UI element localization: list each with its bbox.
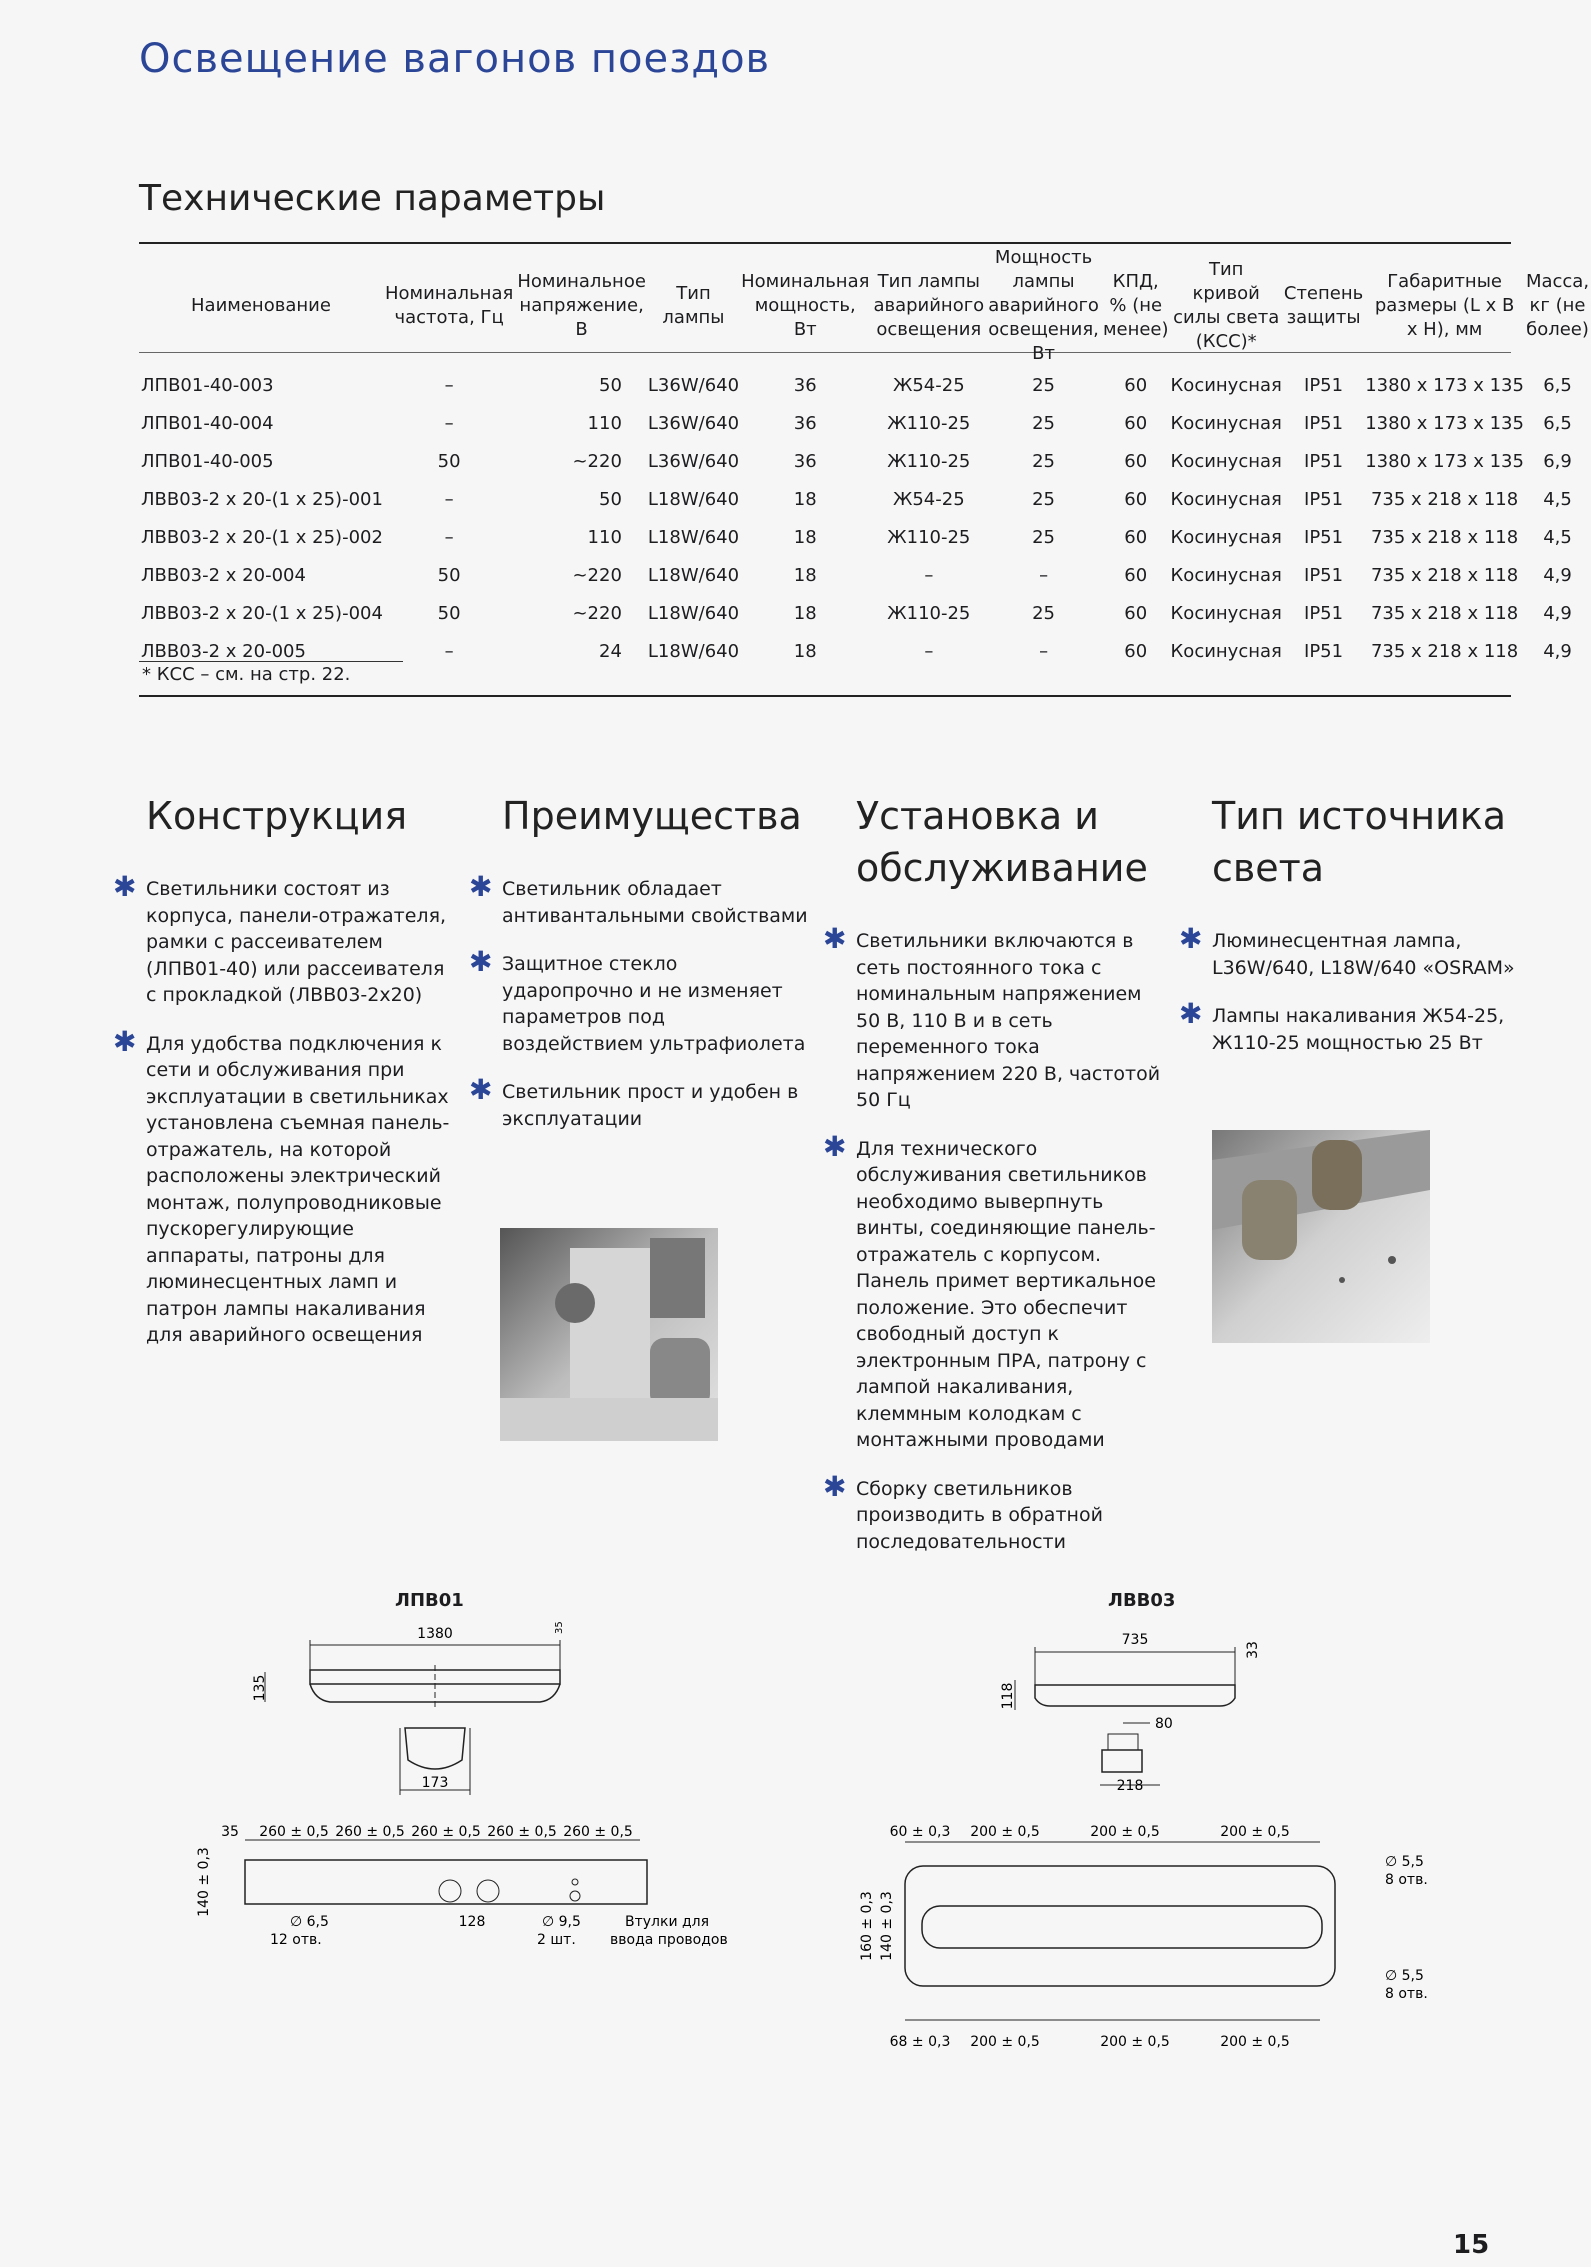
list-item: ✱ Для удобства подключения к сети и обслуживания при эксплуатации в светильниках установлена съемная панель-отражатель, на которой расположены электрический монтаж, полупроводниковые пускорегулирующие аппараты, патроны для люминесцентных ламп и патрон лампы накаливания для аварийного освещения <box>113 1024 450 1346</box>
table-header-row <box>139 246 1591 366</box>
list-item: ✱ Для технического обслуживания светильников необходимо выверпнуть винты, соединяющие панель-отражатель с корпусом. Панель примет вертикальное положение. Это обеспечит свободный доступ к электронным ПРА, патрону с лампой накаливания, клеммным колодкам с монтажными проводами <box>823 1129 1156 1451</box>
table-cell: ЛВВ03-2 x 20-(1 x 25)-001 <box>141 488 383 510</box>
section-title: Технические параметры <box>139 178 606 219</box>
asterisk-icon: ✱ <box>469 1073 493 1106</box>
table-cell: ~220 <box>572 564 622 586</box>
table-cell: 18 <box>793 564 817 586</box>
dim-width: 218 <box>1116 1778 1144 1794</box>
asterisk-icon: ✱ <box>469 870 493 903</box>
dim-offset: 35 <box>221 1824 239 1840</box>
drawing-title: ЛПВ01 <box>395 1590 464 1611</box>
table-row <box>139 632 1591 670</box>
column-title: Конструкция <box>146 794 408 838</box>
table-cell: 735 x 218 x 118 <box>1370 488 1519 510</box>
list-item: ✱ Светильник обладает антивантальными свойствами <box>469 870 808 927</box>
table-cell: L18W/640 <box>647 526 740 548</box>
table-cell: L18W/640 <box>647 640 740 662</box>
table-cell: 735 x 218 x 118 <box>1370 640 1519 662</box>
table-header-cell: Масса, кг (не более) <box>1525 271 1590 340</box>
table-cell: 4,9 <box>1543 564 1572 586</box>
table-footnote: * КСС – см. на стр. 22. <box>142 664 351 685</box>
table-cell: ~220 <box>572 450 622 472</box>
dim-spacing: 200 ± 0,5 <box>1220 2034 1290 2050</box>
column-title: Установка и обслуживание <box>856 794 1148 890</box>
table-cell: IP51 <box>1304 602 1344 624</box>
table-cell: 36 <box>793 412 817 434</box>
table-header-cell: Степень защиты <box>1283 283 1364 328</box>
table-header-cell: Тип лампы <box>662 283 725 328</box>
list-item: ✱ Защитное стекло ударопрочно и не изменяет параметров под воздействием ультрафиолета <box>469 945 806 1055</box>
table-header-cell: Номинальная частота, Гц <box>384 283 514 328</box>
dim-depth-inner: 140 ± 0,3 <box>879 1891 895 1961</box>
table-cell: 4,5 <box>1543 526 1572 548</box>
table-top-rule <box>139 242 1511 244</box>
table-cell: 50 <box>599 488 622 510</box>
table-cell: 18 <box>793 602 817 624</box>
table-cell: ~220 <box>572 602 622 624</box>
table-cell: – <box>444 412 454 434</box>
asterisk-icon: ✱ <box>469 945 493 978</box>
table-cell: IP51 <box>1304 374 1344 396</box>
table-cell: L36W/640 <box>647 374 740 396</box>
table-cell: 1380 x 173 x 135 <box>1365 374 1524 396</box>
table-cell: 50 <box>437 450 461 472</box>
footnote-rule <box>139 661 403 662</box>
hole-diameter: ∅ 5,5 <box>1385 1854 1424 1870</box>
drawing-lvv03 <box>840 1610 1460 2070</box>
table-cell: IP51 <box>1304 488 1344 510</box>
hole-diameter: ∅ 5,5 <box>1385 1968 1424 1984</box>
table-cell: Косинусная <box>1170 450 1282 472</box>
table-cell: IP51 <box>1304 564 1344 586</box>
table-cell: 36 <box>793 450 817 472</box>
page-number: 15 <box>1453 2230 1490 2260</box>
drawing-lpv01 <box>196 1610 760 1960</box>
table-cell: Косинусная <box>1170 640 1282 662</box>
hole-count: 8 отв. <box>1385 1986 1428 2002</box>
table-cell: 60 <box>1124 412 1148 434</box>
table-row <box>139 518 1591 556</box>
table-header-cell: Габаритные размеры (L x B x H), мм <box>1374 271 1515 340</box>
table-cell: IP51 <box>1304 640 1344 662</box>
asterisk-icon: ✱ <box>113 870 137 903</box>
table-cell: 735 x 218 x 118 <box>1370 564 1519 586</box>
table-cell: 50 <box>437 564 461 586</box>
table-cell: 18 <box>793 488 817 510</box>
table-header-cell: Наименование <box>191 295 331 316</box>
list-item: ✱ Лампы накаливания Ж54-25, Ж110-25 мощностью 25 Вт <box>1179 997 1505 1054</box>
table-header-cell: Мощность лампы аварийного освещения, Вт <box>988 247 1099 364</box>
dim-spacing: 260 ± 0,5 <box>487 1824 557 1840</box>
table-cell: IP51 <box>1304 526 1344 548</box>
table-header-cell: Номинальная мощность, Вт <box>741 271 870 340</box>
table-row <box>139 442 1591 480</box>
asterisk-icon: ✱ <box>1179 922 1203 955</box>
table-bottom-rule <box>139 695 1511 697</box>
drawing-title: ЛВВ03 <box>1108 1590 1176 1611</box>
table-cell: 735 x 218 x 118 <box>1370 602 1519 624</box>
table-cell: L36W/640 <box>647 412 740 434</box>
hole-diameter: ∅ 6,5 <box>290 1914 329 1930</box>
table-cell: 25 <box>1032 374 1056 396</box>
dim-spacing: 200 ± 0,5 <box>1090 1824 1160 1840</box>
column-title: Преимущества <box>502 794 802 838</box>
table-cell: ЛПВ01-40-003 <box>141 374 274 396</box>
table-cell: 6,5 <box>1543 374 1572 396</box>
table-cell: 25 <box>1032 602 1056 624</box>
table-row <box>139 480 1591 518</box>
dim-spacing: 200 ± 0,5 <box>1100 2034 1170 2050</box>
table-cell: IP51 <box>1304 450 1344 472</box>
luminaire-photo <box>500 1228 718 1441</box>
asterisk-icon: ✱ <box>1179 997 1203 1030</box>
table-cell: Ж110-25 <box>887 602 971 624</box>
table-cell: Косинусная <box>1170 564 1282 586</box>
list-item: ✱ Светильник прост и удобен в эксплуатации <box>469 1073 799 1130</box>
table-cell: 50 <box>599 374 622 396</box>
table-cell: Ж110-25 <box>887 526 971 548</box>
dim-depth-outer: 160 ± 0,3 <box>859 1891 875 1961</box>
dim-small: 35 <box>554 1621 565 1634</box>
column-installation <box>823 790 1166 1577</box>
dim-spacing: 260 ± 0,5 <box>335 1824 405 1840</box>
table-header-cell: Тип кривой силы света (КСС)* <box>1173 259 1280 352</box>
table-cell: ЛВВ03-2 x 20-005 <box>141 640 306 662</box>
dim-depth: 140 ± 0,3 <box>196 1847 212 1917</box>
table-row <box>139 556 1591 594</box>
table-cell: 110 <box>587 526 622 548</box>
dim-spacing: 200 ± 0,5 <box>1220 1824 1290 1840</box>
dim-spacing: 260 ± 0,5 <box>259 1824 329 1840</box>
table-cell: 60 <box>1124 488 1148 510</box>
dim-length: 735 <box>1121 1632 1149 1648</box>
parameters-table <box>139 246 1591 670</box>
table-cell: 18 <box>793 526 817 548</box>
table-cell: 36 <box>793 374 817 396</box>
table-cell: – <box>444 526 454 548</box>
dim-center: 128 <box>458 1914 486 1930</box>
dim-offset: 60 ± 0,3 <box>889 1824 951 1840</box>
dim-length: 1380 <box>417 1626 453 1642</box>
table-cell: 60 <box>1124 640 1148 662</box>
table-cell: Косинусная <box>1170 526 1282 548</box>
table-cell: 6,9 <box>1543 450 1572 472</box>
table-cell: 25 <box>1032 412 1056 434</box>
column-advantages <box>469 790 812 1154</box>
table-cell: 60 <box>1124 602 1148 624</box>
table-cell: 4,9 <box>1543 640 1572 662</box>
luminaire-photo <box>1212 1130 1430 1343</box>
table-cell: Косинусная <box>1170 374 1282 396</box>
table-row <box>139 404 1591 442</box>
dim-width: 173 <box>421 1775 449 1791</box>
table-cell: ЛВВ03-2 x 20-(1 x 25)-002 <box>141 526 383 548</box>
list-item: ✱ Сборку светильников производить в обратной последовательности <box>823 1469 1103 1553</box>
dim-offset: 68 ± 0,3 <box>889 2034 951 2050</box>
table-cell: – <box>1039 564 1049 586</box>
table-cell: 110 <box>587 412 622 434</box>
column-light-source <box>1179 790 1522 1078</box>
table-cell: IP51 <box>1304 412 1344 434</box>
table-cell: ЛПВ01-40-005 <box>141 450 274 472</box>
table-cell: – <box>444 488 454 510</box>
table-cell: 60 <box>1124 564 1148 586</box>
table-cell: Косинусная <box>1170 412 1282 434</box>
table-cell: Ж110-25 <box>887 412 971 434</box>
table-cell: 6,5 <box>1543 412 1572 434</box>
list-item: ✱ Светильники состоят из корпуса, панели-отражателя, рамки с рассеивателем (ЛПВ01-40) или рассеивателя с прокладкой (ЛВВ03-2x20) <box>113 870 447 1006</box>
table-cell: L18W/640 <box>647 488 740 510</box>
table-cell: – <box>444 640 454 662</box>
dim-spacing: 200 ± 0,5 <box>970 2034 1040 2050</box>
dim-height: 135 <box>252 1674 268 1702</box>
dim-spacing: 260 ± 0,5 <box>411 1824 481 1840</box>
table-cell: L18W/640 <box>647 602 740 624</box>
bushing-label: ввода проводов <box>610 1932 728 1948</box>
dim-spacing: 200 ± 0,5 <box>970 1824 1040 1840</box>
table-cell: – <box>1039 640 1049 662</box>
column-title: Тип источника света <box>1212 794 1507 890</box>
asterisk-icon: ✱ <box>113 1024 137 1058</box>
table-cell: – <box>924 564 934 586</box>
asterisk-icon: ✱ <box>823 1129 847 1163</box>
table-cell: 4,5 <box>1543 488 1572 510</box>
table-cell: 1380 x 173 x 135 <box>1365 412 1524 434</box>
bushing-label: Втулки для <box>625 1914 710 1930</box>
table-cell: 18 <box>793 640 817 662</box>
table-cell: 25 <box>1032 488 1056 510</box>
table-cell: L18W/640 <box>647 564 740 586</box>
table-cell: 4,9 <box>1543 602 1572 624</box>
table-cell: Ж110-25 <box>887 450 971 472</box>
table-cell: – <box>924 640 934 662</box>
table-cell: Косинусная <box>1170 602 1282 624</box>
table-row <box>139 366 1591 404</box>
hole-count: 12 отв. <box>270 1932 322 1948</box>
table-cell: 50 <box>437 602 461 624</box>
table-header-cell: КПД, % (не менее) <box>1102 271 1169 340</box>
list-item: ✱ Светильники включаются в сеть постоянного тока с номинальным напряжением 50 В, 110 В и в сеть переменного тока напряжением 220 В, частотой 50 Гц <box>823 922 1161 1111</box>
asterisk-icon: ✱ <box>823 922 847 955</box>
table-cell: 60 <box>1124 450 1148 472</box>
table-cell: Косинусная <box>1170 488 1282 510</box>
table-cell: ЛВВ03-2 x 20-(1 x 25)-004 <box>141 602 383 624</box>
table-cell: L36W/640 <box>647 450 740 472</box>
table-cell: Ж54-25 <box>892 488 965 510</box>
hole-count: 8 отв. <box>1385 1872 1428 1888</box>
asterisk-icon: ✱ <box>823 1469 847 1503</box>
table-cell: – <box>444 374 454 396</box>
table-row <box>139 594 1591 632</box>
bushing-count: 2 шт. <box>537 1932 576 1948</box>
dim-spacing: 260 ± 0,5 <box>563 1824 633 1840</box>
table-cell: ЛВВ03-2 x 20-004 <box>141 564 306 586</box>
table-cell: 25 <box>1032 526 1056 548</box>
table-cell: 24 <box>599 640 622 662</box>
dim-small: 33 <box>1245 1641 1261 1659</box>
table-cell: 60 <box>1124 526 1148 548</box>
table-header-cell: Номинальное напряжение, В <box>517 271 646 340</box>
page-title: Освещение вагонов поездов <box>139 36 771 82</box>
table-cell: ЛПВ01-40-004 <box>141 412 274 434</box>
bushing-diameter: ∅ 9,5 <box>542 1914 581 1930</box>
table-header-cell: Тип лампы аварийного освещения <box>873 271 985 340</box>
table-cell: Ж54-25 <box>892 374 965 396</box>
dim-height: 118 <box>1000 1682 1016 1710</box>
table-cell: 1380 x 173 x 135 <box>1365 450 1524 472</box>
column-construction <box>113 790 456 1371</box>
list-item: ✱ Люминесцентная лампа, L36W/640, L18W/640 «OSRAM» <box>1179 922 1515 979</box>
table-cell: 25 <box>1032 450 1056 472</box>
table-cell: 735 x 218 x 118 <box>1370 526 1519 548</box>
table-cell: 60 <box>1124 374 1148 396</box>
dim-bracket: 80 <box>1155 1716 1173 1732</box>
